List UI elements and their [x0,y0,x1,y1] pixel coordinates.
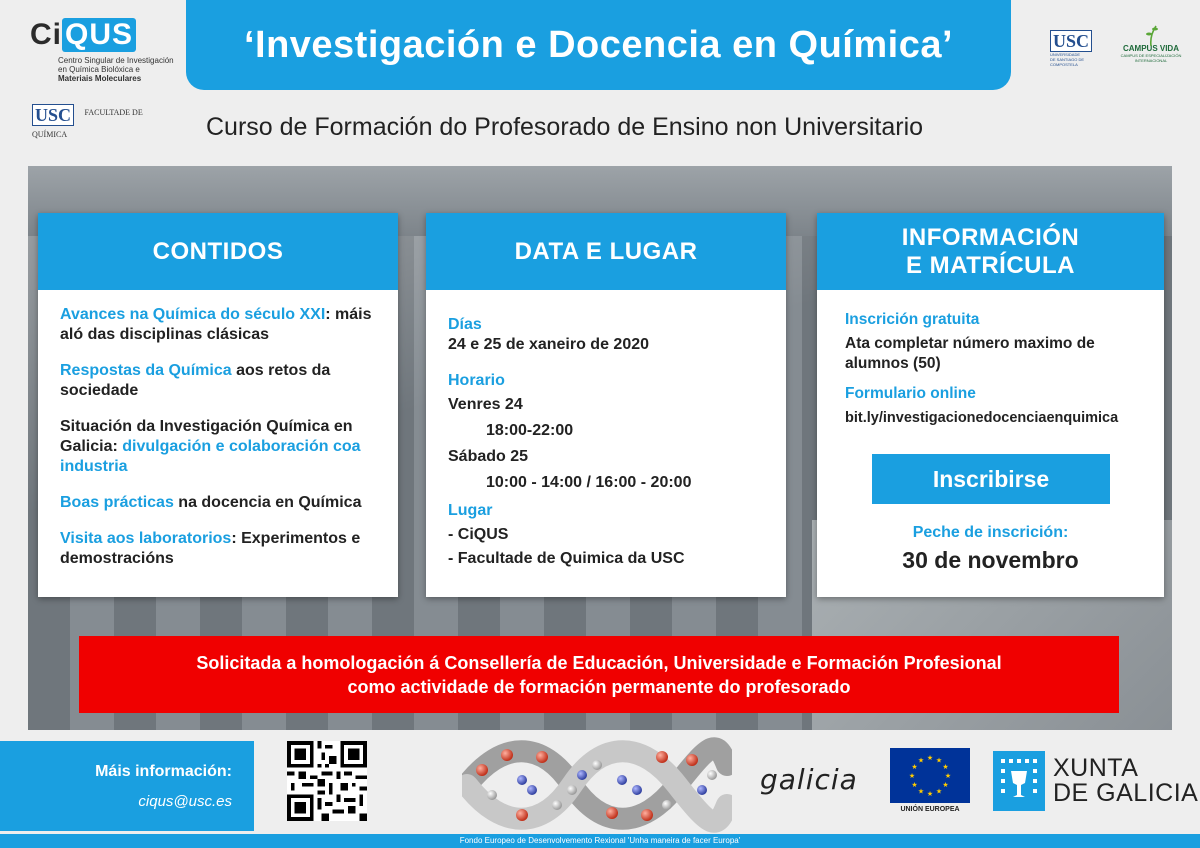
list-item: Situación da Investigación Química en Galicia: divulgación e colaboración coa industria [60,418,361,475]
lugar-ciqus: - CiQUS [448,526,509,543]
usc-logo: USC UNIVERSIDADE DE SANTIAGO DE COMPOSTELA [1050,30,1086,66]
galicia-logo: galicia [760,763,858,796]
lugar-label: Lugar [448,502,493,519]
eu-caption: UNIÓN EUROPEA [900,806,960,813]
svg-text:★: ★ [942,763,949,771]
ciqus-logo-wordmark: Ci QUS [30,18,136,52]
leaf-icon [1144,24,1158,46]
formulario-label: Formulario online [845,385,976,402]
eu-logo [890,748,970,818]
banner-line-1: Solicitada a homologación á Consellería de Educación, Universidade e Formación Profesional [196,652,1002,673]
sabado-label: Sábado 25 [448,448,529,465]
dna-molecule-image [462,735,732,835]
svg-text:★: ★ [911,763,918,771]
ciqus-logo [30,18,180,88]
venres-hours: 18:00-22:00 [486,422,574,439]
svg-text:★: ★ [911,781,918,789]
list-item: Avances na Química do século XXI: máis aló das disciplinas clásicas [60,306,372,343]
dias-label: Días [448,316,482,333]
dias-value: 24 e 25 de xaneiro de 2020 [448,336,650,353]
formulario-link[interactable]: bit.ly/investigacionedocenciaenquimica [845,410,1119,426]
contidos-heading: CONTIDOS [38,213,398,290]
informacion-details [845,310,1150,428]
svg-text:★: ★ [917,756,925,765]
usc-faculty-logo: USC FACULTADE DE QUÍMICA [32,105,143,140]
horario-label: Horario [448,372,505,389]
qr-code-icon[interactable] [287,741,367,821]
data-lugar-details [448,315,772,569]
list-item: Respostas da Química aos retos da sociedade [60,362,331,399]
inscricion-value: Ata completar número maximo de alumnos (50) [845,335,1095,372]
inscribirse-button[interactable]: Inscribirse [872,454,1110,504]
peche-label: Peche de inscrición: [912,524,1069,541]
contidos-card [38,213,398,597]
xunta-logo-text: XUNTA DE GALICIA [1053,754,1199,807]
banner-line-2: como actividade de formación permanente do profesorado [347,676,851,697]
page-title: ‘Investigación e Docencia en Química’ [243,23,954,66]
svg-text:★: ★ [935,787,943,796]
ciqus-logo-subtitle: Centro Singular de Investigación en Química Biolóxica e Materiais Moleculares [58,56,174,83]
svg-text:★: ★ [926,754,934,762]
svg-text:★: ★ [944,772,952,780]
informacion-heading: INFORMACIÓN E MATRÍCULA [817,213,1164,290]
contact-box [0,741,254,831]
sabado-hours: 10:00 - 14:00 / 16:00 - 20:00 [486,474,692,491]
contact-email[interactable]: ciqus@usc.es [138,793,232,810]
homologation-banner [79,636,1119,713]
course-subtitle: Curso de Formación do Profesorado de Ensino non Universitario [206,113,924,141]
list-item: Visita aos laboratorios: Experimentos e demostracións [60,530,361,567]
mais-informacion-label: Máis información: [95,763,232,780]
svg-text:★: ★ [926,790,934,798]
campus-vida-logo: CAMPUS VIDA CAMPUS DE ESPECIALIZACIÓN INTERNACIONAL [1118,24,1184,70]
informacion-card [817,213,1164,597]
inscricion-label: Inscrición gratuita [845,311,980,328]
title-banner [186,0,1011,90]
list-item: Boas prácticas na docencia en Química [60,494,362,511]
eu-flag-icon [890,748,970,803]
venres-label: Venres 24 [448,396,523,413]
data-lugar-heading: DATA E LUGAR [426,213,786,290]
data-lugar-card [426,213,786,597]
peche-date: 30 de novembro [902,547,1079,573]
xunta-coat-of-arms-icon [993,751,1045,811]
lugar-facultade: - Facultade de Quimica da USC [448,550,685,567]
contidos-list [60,305,384,585]
svg-text:★: ★ [942,781,949,789]
svg-text:★: ★ [935,756,943,765]
svg-text:★: ★ [908,772,916,780]
feder-footer-bar: Fondo Europeo de Desenvolvemento Rexional 'Unha maneira de facer Europa' [0,834,1200,848]
svg-text:★: ★ [917,787,925,796]
